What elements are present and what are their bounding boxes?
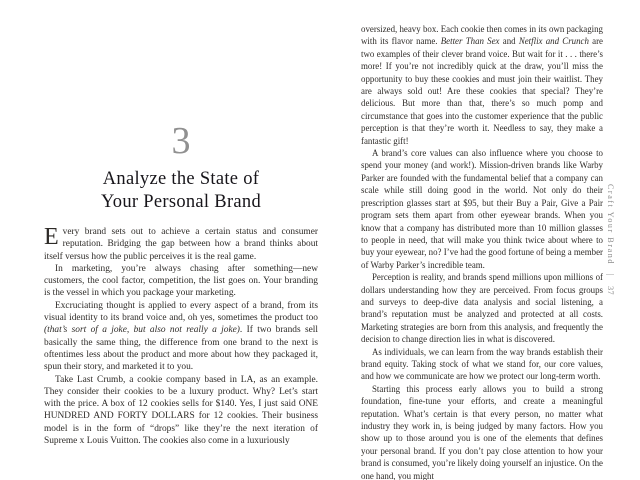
text-segment: . If two brands sell basically the same thing, the difference from one brand to the next is oftentimes less about the product and more about how they packaged it, spun their story, and marketed it to you. (44, 325, 318, 373)
chapter-title (44, 168, 318, 213)
text-segment: very brand sets out to achieve a certain status and consumer reputation. Bridging the gap between how a brand thinks about itself versus how the public perceives it is the real game. (44, 227, 318, 262)
italic-text-segment: (that’s sort of a joke, but also not really a joke) (44, 325, 240, 336)
text-segment: and (499, 36, 519, 47)
paragraph (361, 346, 603, 383)
paragraph (361, 271, 603, 345)
chapter-title-line: Your Personal Brand (100, 191, 262, 212)
right-page (361, 23, 603, 480)
paragraph (44, 226, 318, 263)
chapter-title-line: Analyze the State of (102, 169, 260, 189)
text-segment: As individuals, we can learn from the way brands establish their brand equity. Taking stock of what we stand for, our core values, and how we communicate are how we protect our long-term worth. (361, 346, 603, 382)
paragraph (361, 23, 603, 147)
page-number: 37 (606, 286, 615, 296)
right-page-body-text (361, 23, 603, 480)
chapter-number: 3 (171, 120, 191, 162)
left-page (44, 0, 318, 447)
running-head-separator: | (606, 273, 615, 278)
text-segment: Starting this process early allows you to build a strong foundation, fine-tune your efforts, and create a meaningful reputation. What’s certain is that every person, no matter what industry they work in, is being judged by many factors. How you show up to those around you is one of the elements that defines your personal brand. If you don’t pay close attention to how your brand is consumed, you’re likely doing yourself an injustice. On the one hand, you might (361, 383, 603, 480)
text-segment: A brand’s core values can also influence where you choose to spend your money (and work!). Mission-driven brands like Warby Parker are founded with the fundamental belief that a company can scale while still doing good in the world. Not only do their prescription glasses start at $95, but their Buy a Pair, Give a Pair program sets them apart from other eyewear brands. When you know that a company has distributed more than 10 million glasses to people in need, that will make you think twice about where to buy your eyewear, no? I’ve had the good fortune of being a member of Warby Parker’s incredible team. (361, 148, 603, 270)
paragraph (44, 374, 318, 448)
italic-text-segment: Netflix and Crunch (518, 36, 589, 47)
paragraph (361, 383, 603, 480)
running-head-label: Craft Your Brand (606, 184, 615, 265)
text-segment: Take Last Crumb, a cookie company based in LA, as an example. They consider their cookies to be a luxury product. Why? Let’s start with the price. A box of 12 cookies sells for $140. Yes, I just said ONE HUNDRED AND FORTY DOLLARS for 12 cookies. Their business model is in the form of “drops” like they’re the next iteration of Supreme x Louis Vuitton. The cookies also come in a luxuriously (44, 374, 318, 447)
drop-cap: E (44, 224, 59, 250)
text-segment: In marketing, you’re always chasing after something—new customers, the cool factor, competition, the list goes on. Your branding is the vessel in which you package your marketing. (44, 263, 318, 299)
italic-text-segment: Better Than Sex (440, 36, 500, 47)
text-segment: oversized, heavy box. Each cookie then comes in its own packaging with its flavor name. (361, 24, 603, 47)
text-segment: are two examples of their clever brand voice. But wait for it . . . there’s more! If you’re not incredibly quick at the draw, you’ll miss the opportunity to buy these cookies and must join their waitlist. They are always sold out! Are these cookies that special? They’re delicious. But more than that, there’s so much pomp and circumstance that goes into the customer experience that the public perception is that they’re worth it. Needless to say, they make a fantastic gift! (361, 36, 603, 146)
paragraph (361, 147, 603, 271)
text-segment: Excruciating thought is applied to every aspect of a brand, from its visual identity to its brand voice and, oh yes, sometimes the product too (44, 300, 318, 324)
paragraph (44, 263, 318, 300)
running-head-vertical (606, 184, 615, 295)
left-page-body-text (44, 226, 318, 447)
paragraph (44, 300, 318, 374)
text-segment: Perception is reality, and brands spend millions upon millions of dollars understanding how they are perceived. From focus groups and surveys to deep-dive data analysis and social listening, a brand’s reputation must be analyzed and protected at all costs. Marketing strategies are born from this analysis, and frequently the decision to change direction lies in what is discovered. (361, 272, 603, 345)
